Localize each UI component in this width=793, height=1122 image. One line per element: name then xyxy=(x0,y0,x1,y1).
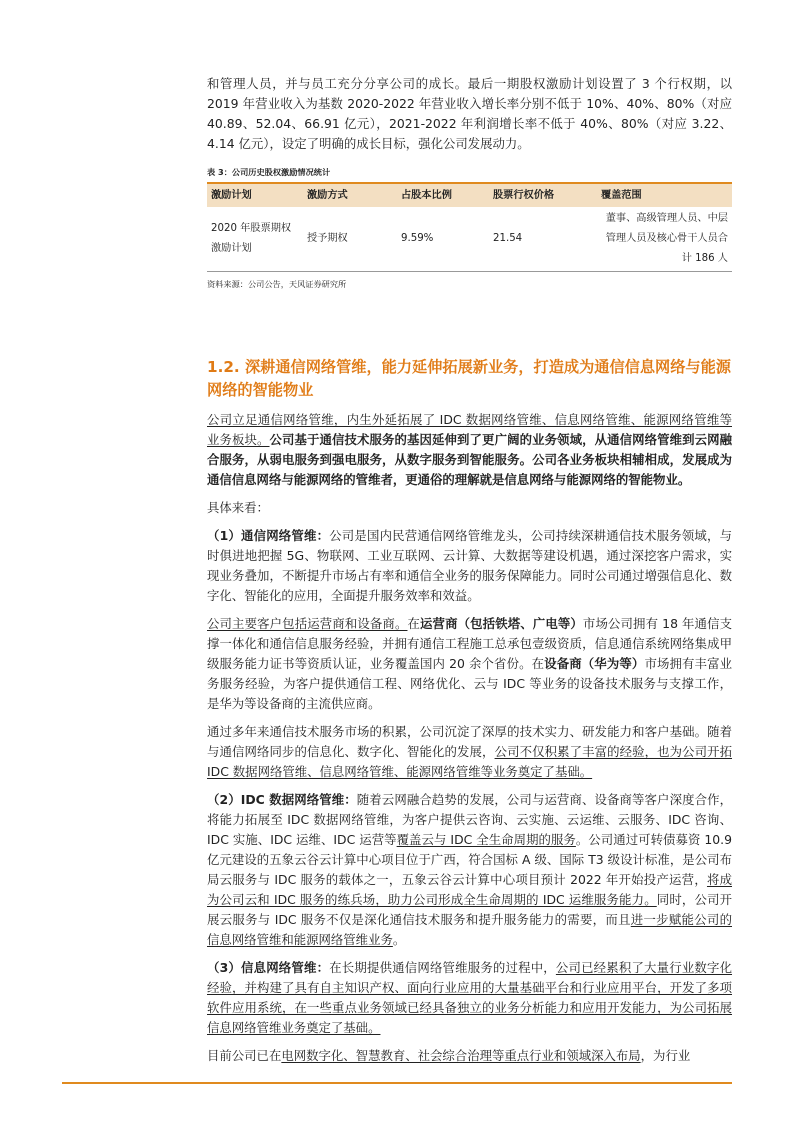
p6-underlined-text-b: 覆盖云与 IDC 全生命周期的服务 xyxy=(396,832,576,847)
p8-text-c: ，为行业 xyxy=(640,1048,691,1063)
section-title: 1.2. 深耕通信网络管维，能力延伸拓展新业务，打造成为通信信息网络与能源网络的智能物业 xyxy=(207,358,731,399)
p4-underlined-text: 公司主要客户包括运营商和设备商。 xyxy=(207,616,408,631)
p6-text-a: 随着云网融合趋势的发展，公司与运营商、设备商等客户深度合作，将能力拓展至 IDC 数据网络管维，为客户提供云咨询、云实施、云运维、云服务、IDC 咨询、IDC 实施、IDC 运维、IDC 运营等 xyxy=(207,792,732,847)
p6-underlined-text-d: 将成为公司云和 IDC 服务的练兵场，助力公司形成全生命周期的 IDC 运维服务能力。 xyxy=(207,872,733,907)
section-paragraph-8 xyxy=(207,1046,732,1066)
report-page-content xyxy=(207,74,732,1066)
header-scope: 覆盖范围 xyxy=(601,190,642,201)
section-paragraph-2: 具体来看： xyxy=(207,500,269,515)
header-method: 激励方式 xyxy=(307,190,348,201)
table-header-row xyxy=(207,183,732,207)
p1-bold-text: 公司基于通信技术服务的基因延伸到了更广阔的业务领域，从通信网络管维到云网融合服务，从弱电服务到强电服务，从数字服务到智能服务。公司各业务板块相辅相成，发展成为通信信息网络与能源网络的管维者，更通俗的理解就是信息网络与能源网络的智能物业。 xyxy=(207,432,733,487)
cell-scope: 董事、高级管理人员、中层管理人员及核心骨干人员合计 186 人 xyxy=(605,213,728,264)
cell-method: 授予期权 xyxy=(307,233,348,244)
p6-label: （2）IDC 数据网络管维： xyxy=(207,792,357,807)
p3-text: 公司是国内民营通信网络管维龙头，公司持续深耕通信技术服务领域，与时俱进地把握 5G、物联网、工业互联网、云计算、大数据等建设机遇，通过深挖客户需求，实现业务叠加，不断提升市场占有率和通信全业务的服务保障能力。同时公司通过增强信息化、数字化、智能化的应用，全面提升服务效率和效益。 xyxy=(207,528,733,603)
p4-text-f: 市场拥有丰富业务服务经验，为客户提供通信工程、网络优化、云与 IDC 等业务的设备技术服务与支撑工作，是华为等设备商的主流供应商。 xyxy=(207,656,733,711)
footer-rule xyxy=(62,1082,732,1084)
p4-text-b: 在 xyxy=(407,616,421,631)
header-ratio: 占股本比例 xyxy=(401,190,452,201)
p6-text-g: 。 xyxy=(392,932,406,947)
incentive-table xyxy=(207,182,732,272)
p8-underlined-text: 电网数字化、智慧教育、社会综合治理等重点行业和领域深入布局 xyxy=(281,1048,641,1063)
intro-paragraph: 和管理人员，并与员工充分分享公司的成长。最后一期股权激励计划设置了 3 个行权期，以 2019 年营业收入为基数 2020-2022 年营业收入增长率分别不低于 10%、40%、80%（对应 40.89、52.04、66.91 亿元），2021-2022 年利润增长率不低于 40%、80%（对应 3.22、4.14 亿元），设定了明确的成长目标，强化公司发展动力。 xyxy=(207,76,732,151)
p7-label: （3）信息网络管维： xyxy=(207,960,330,975)
p4-operator-label: 运营商（包括铁塔、广电等） xyxy=(420,616,583,631)
p4-vendor-label: 设备商（华为等） xyxy=(544,656,645,671)
p8-text-a: 目前公司已在 xyxy=(207,1048,282,1063)
p3-label: （1）通信网络管维： xyxy=(207,528,330,543)
section-paragraph-7 xyxy=(207,958,732,1038)
section-paragraph-4 xyxy=(207,614,732,714)
p6-underlined-text-f: 进一步赋能公司的信息网络管维和能源网络管维业务 xyxy=(207,912,732,947)
section-paragraph-6 xyxy=(207,790,732,950)
p5-text-a: 通过多年来通信技术服务市场的积累，公司沉淀了深厚的技术实力、研发能力和客户基础。随着与通信网络同步的信息化、数字化、智能化的发展， xyxy=(207,724,732,759)
cell-ratio: 9.59% xyxy=(401,233,434,244)
p7-underlined-text: 公司已经累积了大量行业数字化经验，并构建了具有自主知识产权、面向行业应用的大量基础平台和行业应用平台，开发了多项软件应用系统，在一些重点业务领域已经具备独立的业务分析能力和应用开发能力，为公司拓展信息网络管维业务奠定了基础。 xyxy=(207,960,733,1035)
p5-underlined-text: 公司不仅积累了丰富的经验，也为公司开拓 IDC 数据网络管维、信息网络管维、能源网络管维等业务奠定了基础。 xyxy=(207,744,733,779)
table-caption: 表 3：公司历史股权激励情况统计 xyxy=(207,167,331,177)
p6-text-e: 同时，公司开展云服务与 IDC 服务不仅是深化通信技术服务和提升服务能力的需要，而且 xyxy=(207,892,732,927)
table-source: 资料来源：公司公告，天风证券研究所 xyxy=(207,279,347,289)
p7-text-a: 在长期提供通信网络管维服务的过程中， xyxy=(329,960,556,975)
header-plan: 激励计划 xyxy=(211,190,252,201)
cell-plan: 2020 年股票期权激励计划 xyxy=(211,223,292,254)
table-row xyxy=(207,207,732,272)
section-paragraph-1 xyxy=(207,410,732,490)
p6-text-c: 。公司通过可转债募资 10.9 亿元建设的五象云谷云计算中心项目位于广西，符合国标 A 级、国际 T3 级设计标准，是公司布局云服务与 IDC 服务的载体之一，五象云谷云计算中心项目预计 2022 年开始投产运营， xyxy=(207,832,732,887)
cell-price: 21.54 xyxy=(493,233,523,244)
section-paragraph-3 xyxy=(207,526,732,606)
section-paragraph-5 xyxy=(207,722,732,782)
p1-underlined-text: 公司立足通信网络管维，内生外延拓展了 IDC 数据网络管维、信息网络管维、能源网络管维等业务板块。 xyxy=(207,412,732,447)
header-price: 股票行权价格 xyxy=(493,190,555,201)
p4-text-d: 市场公司拥有 18 年通信支撑一体化和通信信息服务经验，并拥有通信工程施工总承包壹级资质，信息通信系统网络集成甲级服务能力证书等资质认证，业务覆盖国内 20 余个省份。在 xyxy=(207,616,733,671)
